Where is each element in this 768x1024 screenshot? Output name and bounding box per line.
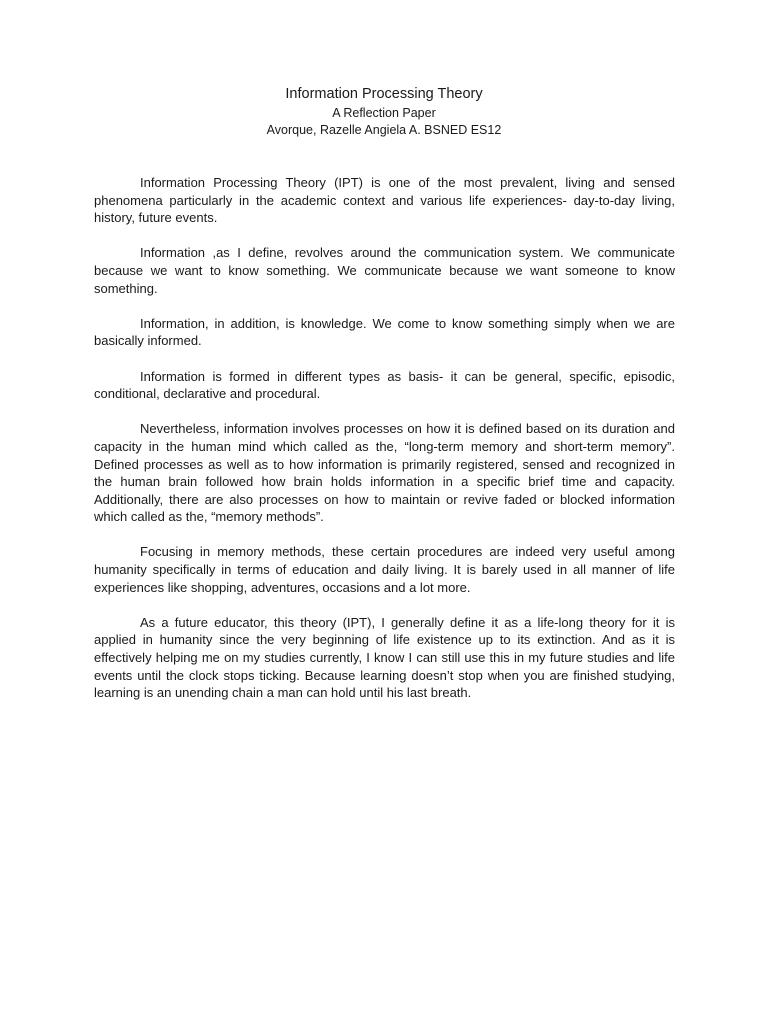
paragraph-4: Information is formed in different types as basis- it can be general, specific, episodic, conditional, declarative and procedural. [94, 368, 675, 402]
document-subtitle: A Reflection Paper [332, 106, 436, 120]
paragraph-6: Focusing in memory methods, these certain procedures are indeed very useful among humanity specifically in terms of education and daily living. It is barely used in all manner of life experiences like shopping, adventures, occasions and a lot more. [94, 544, 675, 595]
paragraph-1: Information Processing Theory (IPT) is one of the most prevalent, living and sensed phenomena particularly in the academic context and various life experiences- day-to-day living, history, future events. [94, 175, 675, 226]
paragraph-5: Nevertheless, information involves processes on how it is defined based on its duration and capacity in the human mind which called as the, “long-term memory and short-term memory”. Defined processes as well as to how information is primarily registered, sensed and recognized in the human brain followed how brain holds information in a specific brief time and capacity. Additionally, there are also processes on how to maintain or revive faded or blocked information which called as the, “memory methods”. [94, 421, 675, 525]
document-title: Information Processing Theory [285, 86, 483, 102]
author-line: Avorque, Razelle Angiela A. BSNED ES12 [266, 123, 502, 137]
document-body [94, 174, 675, 719]
paragraph-2: Information ,as I define, revolves around the communication system. We communicate because we want to know something. We communicate because we want someone to know something. [94, 245, 675, 296]
paragraph-3: Information, in addition, is knowledge. We come to know something simply when we are basically informed. [94, 315, 675, 349]
paragraph-7: As a future educator, this theory (IPT), I generally define it as a life-long theory for it is applied in humanity since the very beginning of life existence up to its extinction. And as it is effectively helping me on my studies currently, I know I can still use this in my future studies and life events until the clock stops ticking. Because learning doesn’t stop when you are finished studying, learning is an unending chain a man can hold until his last breath. [94, 614, 675, 701]
